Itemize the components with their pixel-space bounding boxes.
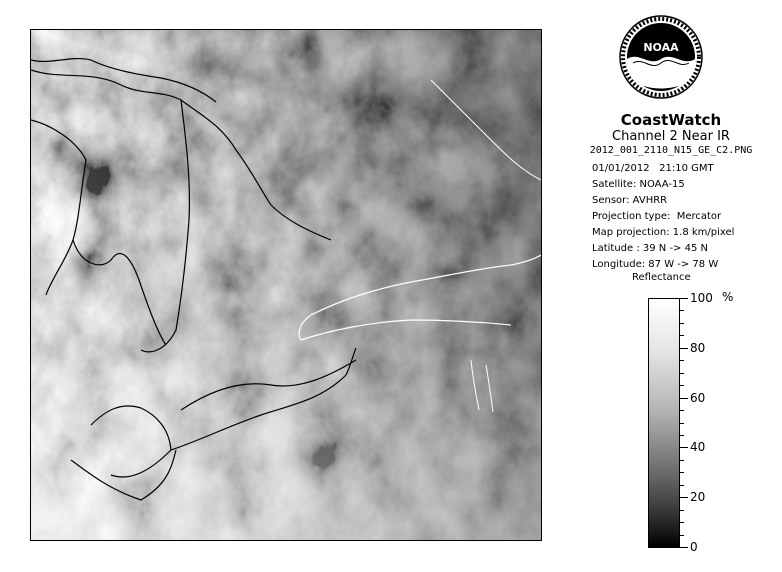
colorbar-tick <box>680 472 684 473</box>
colorbar-tick <box>680 510 684 511</box>
datetime-label: 01/01/2012 21:10 GMT <box>592 163 714 174</box>
projection-type-label: Projection type: Mercator <box>592 211 722 222</box>
longitude-label: Longitude: 87 W -> 78 W <box>592 259 719 270</box>
satellite-label: Satellite: NOAA-15 <box>592 179 685 190</box>
map-projection-label: Map projection: 1.8 km/pixel <box>592 227 735 238</box>
colorbar-tick <box>680 435 684 436</box>
colorbar-tick-label: 80 <box>690 341 706 355</box>
colorbar-tick <box>680 385 684 386</box>
colorbar-tick-label: 20 <box>690 490 706 504</box>
colorbar-tick <box>680 460 684 461</box>
colorbar-tick <box>680 410 684 411</box>
filename-label: 2012_001_2110_N15_GE_C2.PNG <box>589 145 753 156</box>
satellite-image <box>31 30 541 540</box>
colorbar-tick-label: 0 <box>690 540 698 554</box>
colorbar-unit: % <box>722 290 734 304</box>
app-title: CoastWatch <box>620 111 722 129</box>
colorbar-tick-label: 100 <box>690 291 713 305</box>
logo-text: NOAA <box>643 41 679 54</box>
colorbar-tick <box>680 335 684 336</box>
colorbar-tick <box>680 547 688 548</box>
colorbar-tick-label: 60 <box>690 391 706 405</box>
colorbar-tick-label: 40 <box>690 440 706 454</box>
colorbar-tick <box>680 298 688 299</box>
channel-label: Channel 2 Near IR <box>612 129 730 144</box>
colorbar-tick <box>680 360 684 361</box>
colorbar-tick <box>680 485 684 486</box>
noaa-logo-icon <box>619 15 703 99</box>
colorbar-tick <box>680 423 684 424</box>
colorbar <box>648 298 680 548</box>
colorbar-tick <box>680 398 688 399</box>
colorbar-tick <box>680 522 684 523</box>
colorbar-tick <box>680 373 684 374</box>
latitude-label: Latitude : 39 N -> 45 N <box>592 243 708 254</box>
satellite-map[interactable] <box>30 29 542 541</box>
colorbar-tick <box>680 497 688 498</box>
colorbar-tick <box>680 447 688 448</box>
colorbar-tick <box>680 348 688 349</box>
colorbar-tick <box>680 535 684 536</box>
haze-overlay <box>31 30 541 540</box>
colorbar-title: Reflectance <box>632 272 691 283</box>
sensor-label: Sensor: AVHRR <box>592 195 668 206</box>
colorbar-tick <box>680 323 684 324</box>
colorbar-tick <box>680 310 684 311</box>
